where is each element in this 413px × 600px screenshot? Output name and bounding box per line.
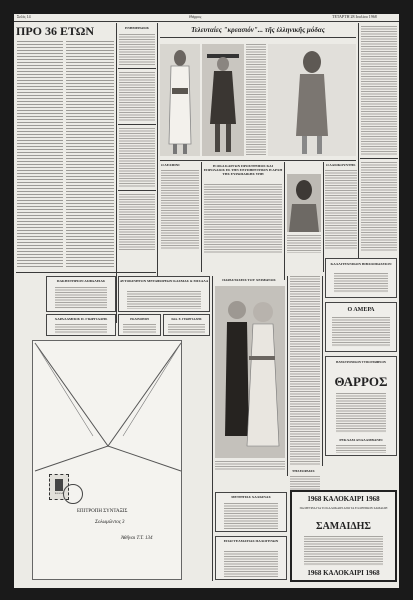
header-rule bbox=[14, 21, 399, 22]
theatre-caption: ΠΑΡΑΣΤΑΣΕΙΣ ΤΟΥ ΧΕΙΜΩΝΟΣ bbox=[222, 278, 276, 282]
col-rule-3 bbox=[358, 23, 359, 273]
ad-samaidis-top: 1968 ΚΑΛΟΚΑΙΡΙ 1968 bbox=[307, 495, 380, 503]
ad-bookstore-text bbox=[334, 273, 388, 293]
mid-rule-a bbox=[201, 162, 202, 272]
ad-professionals-text bbox=[224, 551, 278, 577]
theatre-photo-caption bbox=[215, 461, 285, 471]
ad-professionals bbox=[215, 536, 287, 580]
ad-tharros-sub: ΡΕΚΛΑΜ ΑΝΑΛΑΜΒΑΝΕΙ bbox=[339, 438, 383, 442]
stamp-text: ΕΛΛΑΣ bbox=[54, 492, 64, 495]
ad-insurance bbox=[46, 276, 116, 312]
ad-insurance-text bbox=[55, 287, 107, 309]
col2-text-3 bbox=[119, 128, 155, 188]
ad-tharros-text-2 bbox=[336, 445, 386, 453]
envelope-flap-lines bbox=[33, 341, 183, 581]
col2-text-4 bbox=[119, 194, 155, 250]
envelope-street: Σολωμῶντος 3 bbox=[95, 520, 125, 525]
ad-metrites-title: ΜΕΤΡΗΤΑΣ ΧΑΛΚΙΝΑΣ bbox=[231, 495, 271, 499]
ad-transport-title: ΑΥΤΟΚΙΝΗΤΟΝ ΜΕΤΑΦΟΡΕΩΝ ΚΑΣΜΑΣ & ΜΙΧΑΛΑ bbox=[119, 279, 209, 283]
theatre-couple-figures bbox=[215, 286, 285, 458]
mid-left-head: Ο ΔΕΛΦΙΝΙ bbox=[161, 163, 180, 167]
ad-amera bbox=[325, 302, 397, 352]
left-ads-rule bbox=[16, 272, 156, 273]
mid-right-head: Ο ΔΑΣΙΚΟΥΝΤΗΣ bbox=[326, 163, 356, 167]
col-rule-2 bbox=[157, 23, 158, 278]
page-number: Σελίς 14 bbox=[17, 14, 31, 19]
col2-rule-2 bbox=[118, 124, 156, 125]
ad-bookstore-title: ΚΑΛΛΙΤΕΧΝΙΚΟΝ ΒΙΒΛΙΟΠΩΛΕΙΟΝ bbox=[330, 262, 392, 266]
ad-insurance-title: ΠΑΚΗΣΤΗΡΙΟΝ ΑΣΦΑΛΕΙΑΣ bbox=[56, 279, 106, 283]
ad-professionals-title: ΕΠΑΓΓΕΛΜΑΤΙΑΣ ΠΑΛΟΓΕΝΩΝ bbox=[223, 539, 279, 543]
fashion-title-rule bbox=[160, 37, 356, 38]
envelope-addressee: ΕΠΙΤΡΟΠΗ ΣΥΝΤΑΞΙΣ bbox=[77, 509, 128, 514]
right-col-text-2 bbox=[361, 162, 397, 252]
ad-samaidis bbox=[290, 490, 397, 582]
mid-center-text bbox=[204, 184, 282, 254]
fashion-photo-1 bbox=[160, 44, 200, 156]
portrait-figure bbox=[287, 174, 321, 232]
col2-text bbox=[119, 34, 155, 66]
model-figure-2 bbox=[202, 44, 244, 156]
ad-tharros-title: ΘΑΡΡΟΣ bbox=[334, 374, 388, 389]
left-column-title: ΠΡΟ 36 ΕΤΩΝ bbox=[16, 24, 95, 38]
ad-tharros-printing bbox=[325, 356, 397, 456]
portrait-photo bbox=[287, 174, 321, 232]
left-column-text-2 bbox=[66, 41, 114, 269]
ad-amera-text bbox=[332, 317, 390, 347]
ad-samaidis-bottom: 1968 ΚΑΛΟΚΑΙΡΙ 1968 bbox=[307, 569, 380, 577]
envelope-city: Ἀθῆναι Τ.Τ. 134 bbox=[121, 536, 153, 541]
model-figure-1 bbox=[160, 44, 200, 156]
ad-amera-title: Ο ΑΜΕΡΑ bbox=[347, 307, 375, 313]
masthead: Θάρρος bbox=[189, 14, 202, 19]
model-figure-3 bbox=[268, 44, 356, 156]
ad-giorgiadis-title: ΧΑΡΑΛΑΜΠΟΣ Π. ΓΙΩΡΓΙΑΔΗΣ bbox=[54, 317, 108, 321]
right-col-text bbox=[361, 26, 397, 156]
mid-rule-c bbox=[323, 162, 324, 272]
column-under-portrait bbox=[290, 276, 320, 466]
theatre-right-rule bbox=[287, 276, 288, 476]
left-col-rule bbox=[116, 23, 117, 323]
col2-head: ΕΝΗΜΕΡΩΣΙΣ bbox=[124, 26, 150, 30]
mid-rule-b bbox=[284, 162, 285, 280]
ad-samaidis-sub: ΠΑ ΜΕΤΡΙΑ ΓΙΑ ΤΟ ΚΑΛΟΚΑΙΡΙ ΑΠΟ ΤΑ ΕΛΛΗΝΙΚΟΝ ΣΑΜΑΙΔΗ bbox=[299, 506, 388, 510]
col2-text-2 bbox=[119, 72, 155, 122]
ad-tharros-text bbox=[336, 393, 386, 433]
portrait-caption bbox=[287, 235, 321, 253]
ad-transport-text bbox=[127, 291, 201, 309]
fashion-photo-2 bbox=[202, 44, 244, 156]
ad-tharros-head: ΗΛΕΚΤΡΟΝΙΚΟΝ ΤΥΠΟΓΡΑΦΕΙΟΝ bbox=[336, 360, 386, 364]
ad-bookstore bbox=[325, 258, 397, 298]
ad-metrites-text bbox=[224, 503, 278, 529]
envelope bbox=[32, 340, 182, 580]
ad-transport bbox=[118, 276, 210, 312]
fashion-caption-text bbox=[246, 44, 266, 156]
newspaper-page bbox=[14, 14, 399, 588]
ad-giorgiadis-text bbox=[55, 324, 107, 334]
ad-samaidis-text bbox=[304, 536, 383, 566]
ad-georgiadis-2-title: ΙΩΑ. Ε. ΓΕΩΡΓΙΑΔΗΣ bbox=[171, 317, 202, 321]
issue-date: ΤΕΤΑΡΤΗ 28 Ιουλίου 1968 bbox=[332, 14, 377, 19]
right-col-rule bbox=[360, 158, 398, 159]
ad-ekdinosi-title: ΕΚΔΙΝΟΗΣΗ bbox=[130, 317, 149, 321]
ad-giorgiadis bbox=[46, 314, 116, 336]
fashion-bottom-rule bbox=[160, 160, 356, 161]
left-column-text bbox=[17, 41, 63, 269]
ad-ekdinosi bbox=[118, 314, 161, 336]
theatre-photo bbox=[215, 286, 285, 458]
ad-georgiadis-2 bbox=[163, 314, 210, 336]
ad-ekdinosi-text bbox=[123, 324, 156, 334]
ad-metrites bbox=[215, 492, 287, 532]
postmark-icon bbox=[63, 484, 83, 504]
tv-head: ΤΗΛΕΟΡΑΣΙΣ bbox=[292, 469, 315, 473]
fashion-title: Τελευταίες "κρεασιόν"... τῆς ἑλληνικῆς μόδας bbox=[191, 26, 325, 34]
col2-rule-1 bbox=[118, 68, 156, 69]
stamp-figure bbox=[55, 479, 63, 491]
ad-samaidis-name: ΣΑΜΑΙΔΗΣ bbox=[316, 521, 371, 532]
col2-rule-3 bbox=[118, 190, 156, 191]
fashion-photo-3 bbox=[268, 44, 356, 156]
mid-left-text bbox=[161, 170, 199, 250]
mid-right-text bbox=[325, 170, 357, 250]
mid-center-head: Η ΟΚΑ ΚΑΡΓΩΝ ΠΡΟΣΤΡΕΦΟΣ ΚΑΙ ΕΠΡΟΛΑΙΟΣ ΕΣ ΤΗΝ ΕΞΥΠΗΡΕΤΗΣΙΝ Η ΑΡΧΗ ΤΗΣ ΕΥΡΩΠΑΙΚΗΣ ΥΗΗ bbox=[203, 164, 283, 177]
theatre-top-rule bbox=[212, 276, 213, 581]
col-rule-under-portrait bbox=[322, 276, 323, 466]
ad-georgiadis-2-text bbox=[168, 324, 205, 334]
